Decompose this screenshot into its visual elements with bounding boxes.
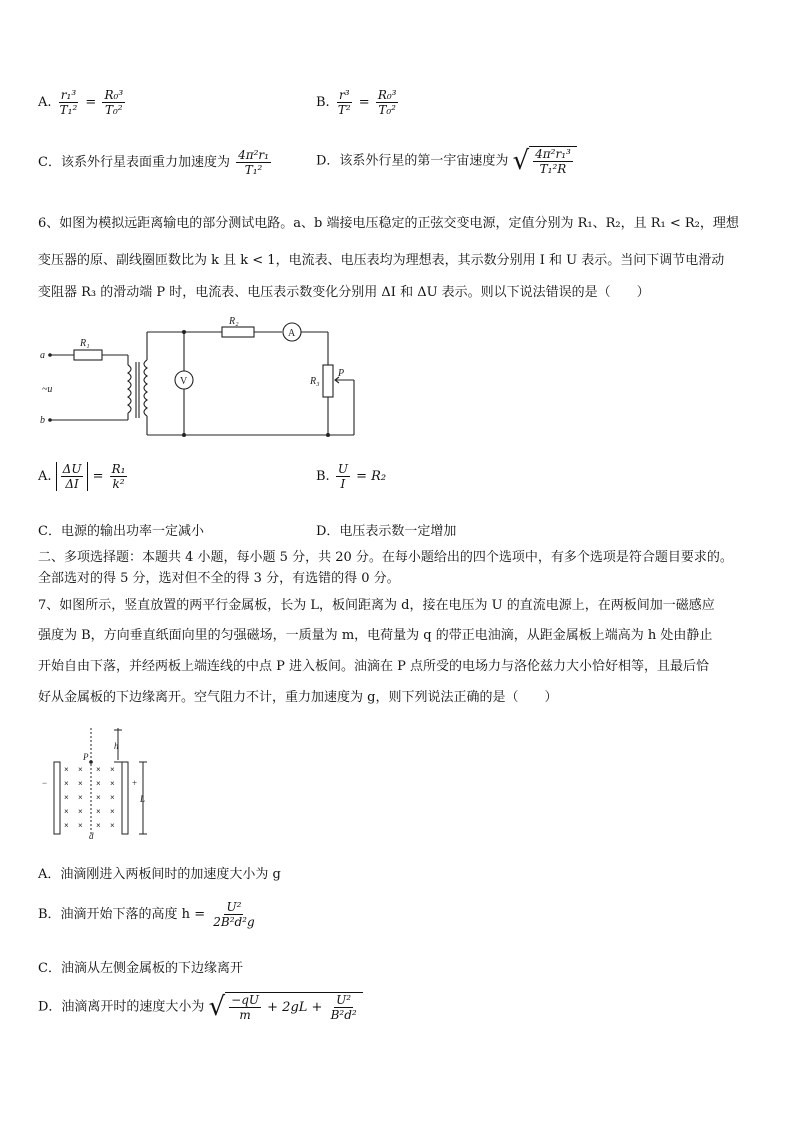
terminal-b: b — [40, 415, 45, 426]
svg-text:×: × — [64, 807, 69, 816]
svg-text:×: × — [96, 779, 101, 788]
q6-circuit-diagram — [36, 310, 366, 445]
h-label: h — [114, 741, 119, 751]
q7-line-4: 好从金属板的下边缘离开。空气阻力不计，重力加速度为 g，则下列说法正确的是（ ） — [38, 690, 558, 705]
q7-option-d: D．油滴离开时的速度大小为 √ $\frac{-qU}{m}$ + 2gL + $\frac{\text{U²}}{\text{B²d²}}$ — [38, 992, 363, 1022]
terminal-a: a — [40, 350, 45, 361]
q5-c-frac: $\frac{\text{4π²r₁}}{\text{T₁²}}$ — [238, 148, 269, 177]
svg-text:×: × — [64, 779, 69, 788]
d-label: d — [89, 831, 94, 840]
q7-option-b: B．油滴开始下落的高度 h = $\frac{\text{U²}}{\text{2B²d²g}}$ — [38, 900, 255, 929]
q5-a-frac-right: $\frac{\text{R₀³}}{\text{T₀²}}$ — [104, 88, 124, 117]
q6-option-b: B. $\frac{U}{I}$ = R₂ — [316, 462, 387, 491]
q6-option-c: C．电源的输出功率一定减小 — [38, 524, 204, 539]
q7-line-2: 强度为 B，方向垂直纸面向里的匀强磁场，一质量为 m，电荷量为 q 的带正电油滴，从距金属板上端高为 h 处由静止 — [38, 628, 713, 643]
svg-text:×: × — [96, 793, 101, 802]
voltmeter-label: V — [180, 376, 188, 387]
resistor-r3 — [323, 365, 333, 397]
svg-text:×: × — [96, 821, 101, 830]
magnetic-field-crosses — [64, 765, 115, 830]
svg-text:×: × — [64, 821, 69, 830]
right-plate — [122, 762, 128, 834]
ammeter-label: A — [288, 328, 296, 339]
svg-text:×: × — [64, 793, 69, 802]
slider-p-label: P — [338, 368, 345, 379]
q6-line-3: 变阻器 R₃ 的滑动端 P 时，电流表、电压表示数变化分别用 ΔI 和 ΔU 表示。则以下说法错误的是（ ） — [38, 285, 650, 300]
q6-option-a: A. $\frac{\Delta U}{\Delta I}$ = $\frac{\text{R₁}}{\text{k²}}$ — [38, 462, 126, 491]
q5-a-frac-left: $\frac{\text{r₁³}}{\text{T₁²}}$ — [59, 88, 78, 117]
q5-option-b: B. $\frac{\text{r³}}{\text{T²}}$ = $\frac{\text{R₀³}}{\text{T₀²}}$ — [316, 88, 397, 117]
primary-coil — [128, 365, 131, 413]
source-label: ~u — [42, 384, 53, 395]
sqrt-icon: √ — [208, 992, 226, 1022]
section2-line-2: 全部选对的得 5 分，选对但不全的得 3 分，有选错的得 0 分。 — [38, 571, 400, 586]
svg-text:×: × — [110, 765, 115, 774]
q7-line-3: 开始自由下落，并经两板上端连线的中点 P 进入板间。油滴在 P 点所受的电场力与洛伦兹力大小恰好相等，且最后恰 — [38, 659, 710, 674]
l-label: L — [140, 794, 146, 804]
svg-text:×: × — [78, 765, 83, 774]
sqrt-icon: √ — [512, 146, 530, 176]
point-p — [89, 760, 93, 764]
svg-text:×: × — [110, 779, 115, 788]
svg-text:×: × — [96, 765, 101, 774]
q7-plates-diagram — [40, 724, 160, 840]
r1-label: R₁ — [80, 338, 90, 349]
svg-text:×: × — [78, 807, 83, 816]
resistor-r2 — [222, 327, 254, 337]
resistor-r1 — [74, 350, 102, 360]
q7-option-c: C．油滴从左侧金属板的下边缘离开 — [38, 961, 243, 976]
q5-option-d: D．该系外行星的第一宇宙速度为 √ $\frac{\text{4π²r₁³}}{\text{T₁²R}}$ — [316, 146, 577, 176]
q5-d-frac: $\frac{\text{4π²r₁³}}{\text{T₁²R}}$ — [535, 147, 571, 176]
plus-sign: + — [132, 778, 138, 788]
q5-option-c: C．该系外行星表面重力加速度为 $\frac{\text{4π²r₁}}{\text{T₁²}}$ — [38, 148, 269, 177]
r3-label: R₃ — [310, 376, 320, 387]
q7-option-a: A．油滴刚进入两板间时的加速度大小为 g — [38, 867, 281, 882]
left-plate — [54, 762, 60, 834]
svg-text:×: × — [110, 807, 115, 816]
svg-text:×: × — [96, 807, 101, 816]
secondary-coil — [144, 360, 147, 416]
p-label: P — [83, 752, 89, 762]
q7-line-1: 7、如图所示，竖直放置的两平行金属板，长为 L，板间距离为 d，接在电压为 U 的直流电源上，在两板间加一磁感应 — [38, 598, 715, 613]
svg-text:×: × — [110, 821, 115, 830]
q6-line-2: 变压器的原、副线圈匝数比为 k 且 k < 1，电流表、电压表均为理想表，其示数分别用 I 和 U 表示。当问下调节电滑动 — [38, 253, 725, 268]
svg-text:×: × — [78, 779, 83, 788]
section2-line-1: 二、多项选择题：本题共 4 小题，每小题 5 分，共 20 分。在每小题给出的四个选项中，有多个选项是符合题目要求的。 — [38, 550, 733, 565]
svg-text:×: × — [64, 765, 69, 774]
q5-b-frac-left: $\frac{\text{r³}}{\text{T²}}$ — [337, 88, 351, 117]
q5-b-frac-right: $\frac{\text{R₀³}}{\text{T₀²}}$ — [377, 88, 397, 117]
svg-text:×: × — [78, 793, 83, 802]
q6-line-1: 6、如图为模拟远距离输电的部分测试电路。a、b 端接电压稳定的正弦交变电源，定值分别为 R₁、R₂，且 R₁ < R₂，理想 — [38, 216, 739, 231]
svg-text:×: × — [110, 793, 115, 802]
r2-label: R₂ — [229, 316, 239, 327]
minus-sign: − — [42, 778, 48, 788]
svg-text:×: × — [78, 821, 83, 830]
q5-option-a: A. $\frac{\text{r₁³}}{\text{T₁²}}$ = $\frac{\text{R₀³}}{\text{T₀²}}$ — [38, 88, 124, 117]
q6-option-d: D．电压表示数一定增加 — [316, 524, 457, 539]
